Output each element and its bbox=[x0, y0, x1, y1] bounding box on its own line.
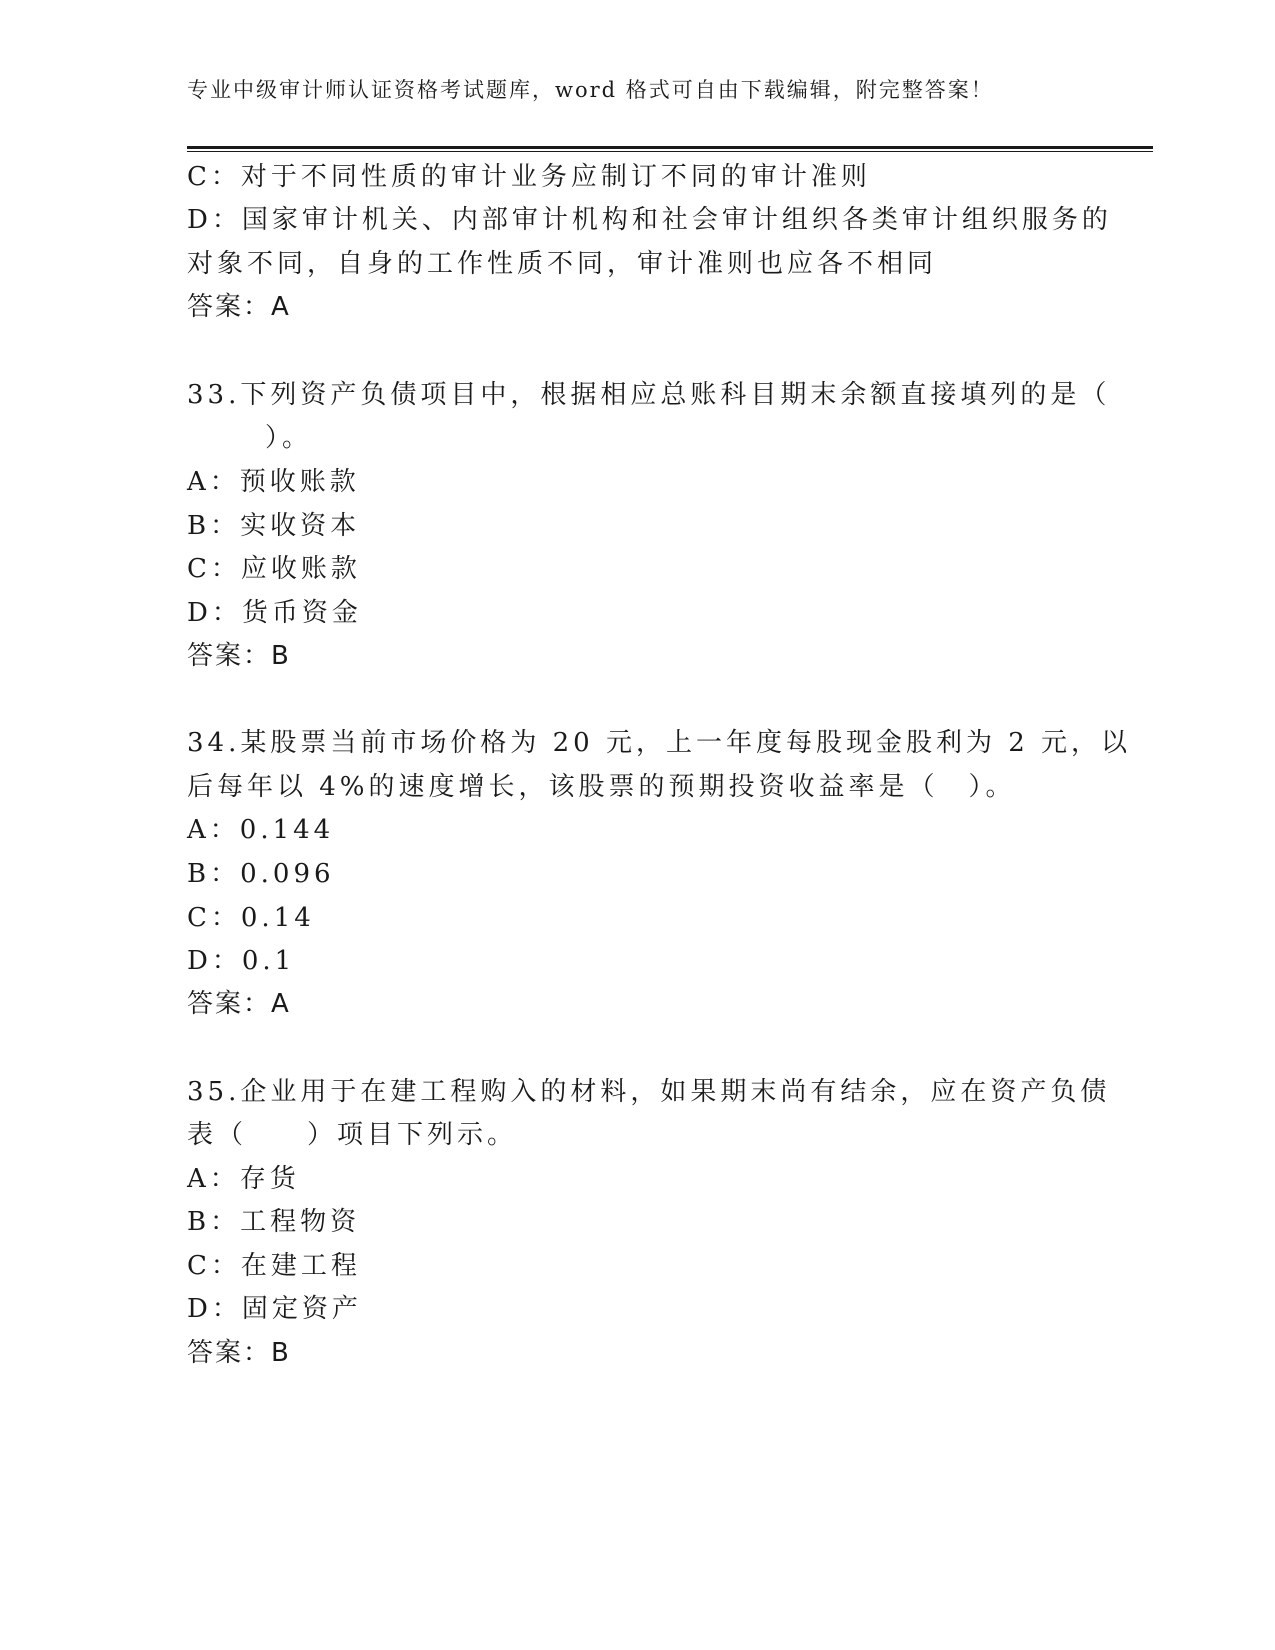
header-rule-thin bbox=[187, 151, 1153, 152]
page-header: 专业中级审计师认证资格考试题库，word 格式可自由下载编辑，附完整答案！ bbox=[187, 78, 994, 102]
header-rule-thick bbox=[187, 146, 1153, 149]
q35-option-a: A：存货 bbox=[187, 1164, 300, 1194]
q34-stem-line2: 后每年以 4%的速度增长，该股票的预期投资收益率是（ ）。 bbox=[187, 772, 1016, 802]
q33-stem-line2: ）。 bbox=[265, 423, 313, 453]
q32-option-d-line2: 对象不同，自身的工作性质不同，审计准则也应各不相同 bbox=[187, 249, 938, 279]
q33-option-c: C：应收账款 bbox=[187, 554, 361, 584]
q32-answer: 答案：A bbox=[187, 292, 291, 322]
q34-option-c: C：0.14 bbox=[187, 903, 315, 933]
q33-option-b: B：实收资本 bbox=[187, 511, 361, 541]
q34-answer: 答案：A bbox=[187, 989, 291, 1019]
q33-answer: 答案：B bbox=[187, 641, 291, 671]
q35-answer: 答案：B bbox=[187, 1338, 291, 1368]
q32-option-c: C：对于不同性质的审计业务应制订不同的审计准则 bbox=[187, 162, 871, 192]
q34-stem-line1: 34.某股票当前市场价格为 20 元，上一年度每股现金股利为 2 元，以 bbox=[187, 728, 1132, 758]
q32-option-d-line1: D：国家审计机关、内部审计机构和社会审计组织各类审计组织服务的 bbox=[187, 205, 1112, 235]
q35-option-d: D：固定资产 bbox=[187, 1294, 362, 1324]
q35-stem-line2: 表（ ）项目下列示。 bbox=[187, 1120, 518, 1150]
q34-option-a: A：0.144 bbox=[187, 815, 335, 845]
q35-option-c: C：在建工程 bbox=[187, 1251, 361, 1281]
q35-option-b: B：工程物资 bbox=[187, 1207, 361, 1237]
q33-option-a: A：预收账款 bbox=[187, 467, 360, 497]
q34-option-b: B：0.096 bbox=[187, 859, 335, 889]
q33-stem-line1: 33.下列资产负债项目中，根据相应总账科目期末余额直接填列的是（ bbox=[187, 380, 1111, 410]
q35-stem-line1: 35.企业用于在建工程购入的材料，如果期末尚有结余，应在资产负债 bbox=[187, 1077, 1111, 1107]
q34-option-d: D：0.1 bbox=[187, 946, 296, 976]
q33-option-d: D：货币资金 bbox=[187, 598, 362, 628]
